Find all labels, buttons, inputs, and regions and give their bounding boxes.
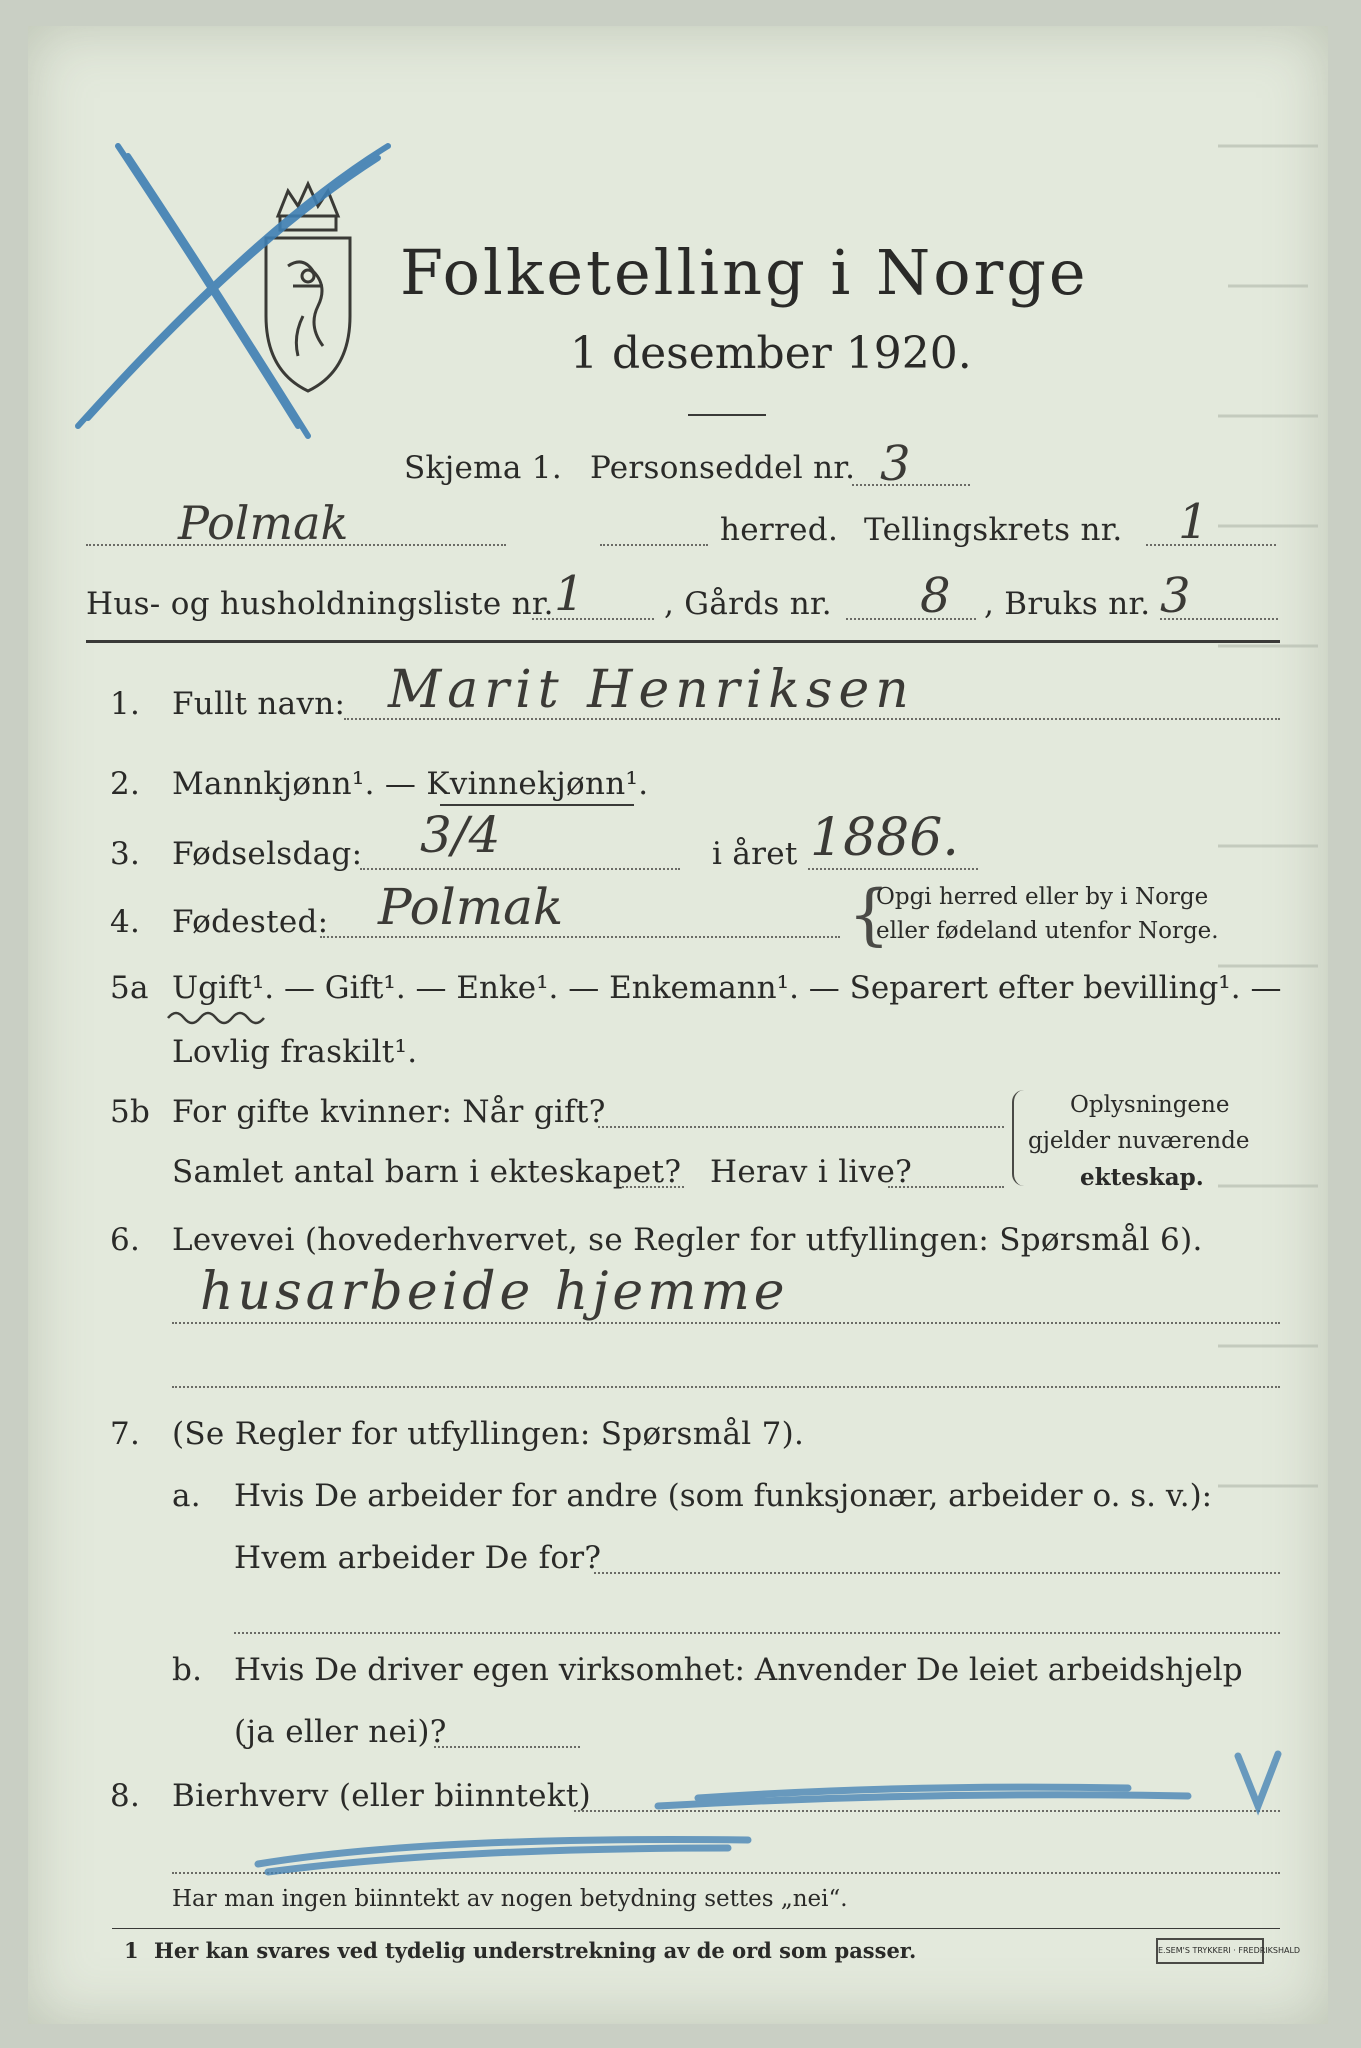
herred-line-2 [600, 544, 708, 546]
tellingskrets-number[interactable]: 1 [1178, 494, 1209, 550]
title-divider [688, 414, 766, 416]
q5b-children-line [622, 1186, 684, 1188]
q5b-number: 5b [110, 1094, 151, 1130]
q1-full-name[interactable]: Marit Henriksen [388, 660, 915, 720]
q5b-married-label: For gifte kvinner: Når gift? [172, 1094, 606, 1130]
q5b-note-line3: ekteskap. [1080, 1164, 1204, 1191]
q5b-note-line2: gjelder nuværende [1028, 1128, 1250, 1154]
q3-year-label: i året [712, 836, 798, 872]
footnote-divider [112, 1928, 1280, 1929]
tellingskrets-line [1146, 544, 1276, 546]
q3-number: 3. [110, 836, 141, 872]
blue-pencil-strike-marks [228, 1736, 1328, 1896]
q5b-alive-label: Herav i live? [710, 1154, 913, 1190]
husliste-number[interactable]: 1 [554, 566, 585, 622]
q5b-married-line [598, 1126, 1004, 1128]
q6-line2 [172, 1386, 1280, 1388]
q3-year-line [808, 868, 978, 870]
gards-line [846, 618, 976, 620]
skjema-label: Skjema 1. [404, 450, 562, 486]
q7a-line1 [594, 1572, 1280, 1574]
q4-line [320, 936, 840, 938]
personseddel-line [852, 484, 970, 486]
header-divider [86, 640, 1280, 643]
q3-label: Fødselsdag: [172, 836, 363, 872]
q6-line1 [172, 1322, 1280, 1324]
q7a-letter: a. [172, 1478, 201, 1514]
q6-occupation[interactable]: husarbeide hjemme [200, 1262, 789, 1322]
personseddel-label: Personseddel nr. [590, 450, 856, 486]
q7a-line2 [234, 1632, 1280, 1634]
q5a-ugift-underline [164, 1004, 274, 1028]
q7-label: (Se Regler for utfyllingen: Spørsmål 7). [172, 1416, 805, 1452]
q7b-question: Hvis De driver egen virksomhet: Anvender De leiet arbeidshjelp [234, 1652, 1243, 1688]
q4-label: Fødested: [172, 904, 329, 940]
q3-birthday[interactable]: 3/4 [420, 806, 501, 864]
bruks-number[interactable]: 3 [1160, 568, 1191, 624]
census-form-sheet [28, 26, 1328, 2024]
q4-number: 4. [110, 904, 141, 940]
blue-pencil-cross-mark [58, 106, 418, 446]
bleed-through-marks [1208, 86, 1328, 1586]
q2-gender-options: Mannkjønn¹. — Kvinnekjønn¹. [172, 766, 649, 802]
printer-stamp: E.SEM'S TRYKKERI · FREDRIKSHALD [1156, 1938, 1264, 1964]
q5b-note-line1: Oplysningene [1070, 1092, 1230, 1118]
q7b-yes-no-label: (ja eller nei)? [234, 1714, 447, 1750]
q1-number: 1. [110, 686, 141, 722]
q6-number: 6. [110, 1222, 141, 1258]
herred-label: herred. [720, 512, 839, 548]
q2-number: 2. [110, 766, 141, 802]
gards-label: , Gårds nr. [664, 586, 832, 622]
footnote-text: Her kan svares ved tydelig understrekning av de ord som passer. [154, 1938, 917, 1963]
bruks-label: , Bruks nr. [984, 586, 1151, 622]
q3-birth-year[interactable]: 1886. [810, 808, 959, 868]
q7b-letter: b. [172, 1652, 203, 1688]
q5b-children-label: Samlet antal barn i ekteskapet? [172, 1154, 682, 1190]
tellingskrets-label: Tellingskrets nr. [864, 512, 1123, 548]
footnote-marker: 1 [124, 1938, 139, 1963]
personseddel-number[interactable]: 3 [880, 436, 911, 492]
q5a-status-options: Ugift¹. — Gift¹. — Enke¹. — Enkemann¹. — Separert efter bevilling¹. — [172, 970, 1282, 1006]
q8-label: Bierhverv (eller biinntekt) [172, 1778, 592, 1814]
q7a-question: Hvis De arbeider for andre (som funksjonær, arbeider o. s. v.): [234, 1478, 1213, 1514]
q4-birthplace[interactable]: Polmak [378, 878, 564, 936]
q3-line [360, 868, 680, 870]
q8-number: 8. [110, 1778, 141, 1814]
q7-number: 7. [110, 1416, 141, 1452]
q5b-brace [1012, 1090, 1024, 1186]
q1-label: Fullt navn: [172, 686, 346, 722]
husliste-label: Hus- og husholdningsliste nr. [86, 586, 554, 622]
q7a-employer-label: Hvem arbeider De for? [234, 1540, 602, 1576]
q5a-fraskilt: Lovlig fraskilt¹. [172, 1034, 418, 1070]
q4-brace: { [848, 876, 890, 953]
census-date: 1 desember 1920. [570, 328, 972, 379]
q4-note-line1: Opgi herred eller by i Norge [876, 884, 1209, 910]
q5b-alive-line [888, 1186, 1004, 1188]
q5a-number: 5a [110, 970, 149, 1006]
herred-value[interactable]: Polmak [178, 496, 349, 550]
gards-number[interactable]: 8 [920, 568, 951, 624]
husliste-line [532, 618, 654, 620]
form-title: Folketelling i Norge [400, 236, 1089, 309]
q6-label: Levevei (hovederhvervet, se Regler for utfyllingen: Spørsmål 6). [172, 1222, 1203, 1258]
biinntekt-note: Har man ingen biinntekt av nogen betydning settes „nei“. [172, 1886, 848, 1912]
q4-note-line2: eller fødeland utenfor Norge. [876, 918, 1219, 944]
